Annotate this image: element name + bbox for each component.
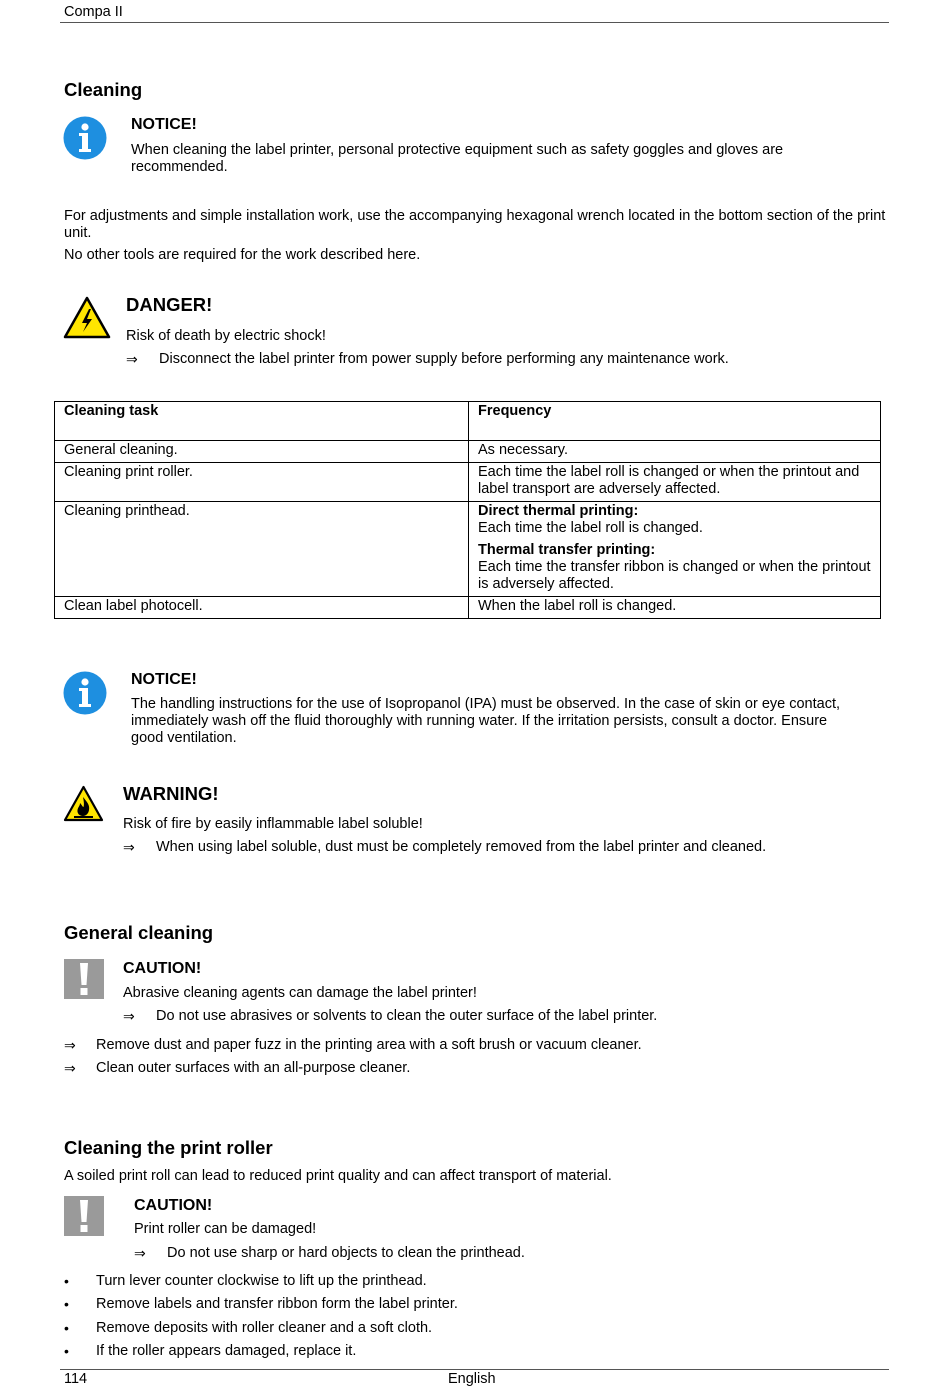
notice-text-line: immediately wash off the fluid thoroughly with running water. If the irritation persists, consult a doctor. Ensure xyxy=(131,713,828,729)
warning-text: Risk of fire by easily inflammable label soluble! xyxy=(123,816,423,832)
bullet-symbol: • xyxy=(64,1320,69,1336)
list-item: If the roller appears damaged, replace it. xyxy=(96,1343,357,1359)
danger-instruction: Disconnect the label printer from power supply before performing any maintenance work. xyxy=(159,351,729,367)
notice-text-line: When cleaning the label printer, personal protective equipment such as safety goggles and gloves are xyxy=(131,142,784,158)
warning-instruction: When using label soluble, dust must be completely removed from the label printer and cleaned. xyxy=(156,839,767,855)
bullet-symbol: • xyxy=(64,1273,69,1289)
table-row xyxy=(55,502,881,597)
notice-text-line: good ventilation. xyxy=(131,730,237,746)
caution-title: CAUTION! xyxy=(123,960,202,977)
footer-rule xyxy=(60,1369,889,1370)
table-cell-task: Clean label photocell. xyxy=(55,597,469,619)
exclamation-icon xyxy=(64,959,104,1003)
table-cell-frequency: As necessary. xyxy=(469,441,881,463)
page-number: 114 xyxy=(64,1371,88,1387)
table-header-frequency: Frequency xyxy=(469,402,881,441)
list-item: Remove dust and paper fuzz in the printing area with a soft brush or vacuum cleaner. xyxy=(96,1037,642,1053)
caution-text: Print roller can be damaged! xyxy=(134,1221,317,1237)
fire-hazard-icon xyxy=(63,785,104,826)
info-icon xyxy=(63,671,107,719)
caution-text: Abrasive cleaning agents can damage the label printer! xyxy=(123,985,477,1001)
caution-instruction: Do not use sharp or hard objects to clean the printhead. xyxy=(167,1245,525,1261)
arrow-symbol: ⇒ xyxy=(123,839,135,855)
table-row xyxy=(55,597,881,619)
section-heading-general-cleaning: General cleaning xyxy=(64,922,214,943)
paragraph-line: For adjustments and simple installation work, use the accompanying hexagonal wrench located in the bottom section of the print xyxy=(64,208,886,224)
paragraph: A soiled print roll can lead to reduced print quality and can affect transport of material. xyxy=(64,1168,612,1184)
table-header-row xyxy=(55,402,881,441)
table-cell-frequency: When the label roll is changed. xyxy=(469,597,881,619)
bullet-symbol: • xyxy=(64,1343,69,1359)
notice-title: NOTICE! xyxy=(131,116,197,133)
frequency-subtext: Each time the label roll is changed. xyxy=(478,520,703,536)
warning-title: WARNING! xyxy=(123,783,219,804)
list-item: Clean outer surfaces with an all-purpose cleaner. xyxy=(96,1060,411,1076)
table-header-task: Cleaning task xyxy=(55,402,469,441)
info-icon xyxy=(63,116,107,164)
arrow-symbol: ⇒ xyxy=(123,1008,135,1024)
paragraph-line: unit. xyxy=(64,225,92,241)
frequency-subtext: Each time the transfer ribbon is changed or when the printout is adversely affected. xyxy=(478,559,871,592)
bullet-symbol: • xyxy=(64,1296,69,1312)
arrow-symbol: ⇒ xyxy=(134,1245,146,1261)
section-heading-cleaning: Cleaning xyxy=(64,79,143,100)
section-heading-print-roller: Cleaning the print roller xyxy=(64,1137,273,1158)
frequency-subheading: Direct thermal printing: xyxy=(478,503,639,519)
list-item: Turn lever counter clockwise to lift up the printhead. xyxy=(96,1273,427,1289)
caution-title: CAUTION! xyxy=(134,1197,213,1214)
exclamation-icon xyxy=(64,1196,104,1240)
table-cell-task: Cleaning print roller. xyxy=(55,463,469,502)
arrow-symbol: ⇒ xyxy=(64,1060,76,1076)
caution-instruction: Do not use abrasives or solvents to clean the outer surface of the label printer. xyxy=(156,1008,658,1024)
notice-text-line: The handling instructions for the use of Isopropanol (IPA) must be observed. In the case of skin or eye contact, xyxy=(131,696,841,712)
table-cell-task: Cleaning printhead. xyxy=(55,502,469,597)
table-cell-task: General cleaning. xyxy=(55,441,469,463)
danger-title: DANGER! xyxy=(126,294,213,315)
footer-language: English xyxy=(448,1371,496,1387)
header-rule xyxy=(60,22,889,23)
electric-hazard-icon xyxy=(63,296,111,343)
table-row xyxy=(55,441,881,463)
table-cell-frequency: Each time the label roll is changed or when the printout and label transport are adversely affected. xyxy=(469,463,881,502)
frequency-subheading: Thermal transfer printing: xyxy=(478,542,656,558)
notice-title: NOTICE! xyxy=(131,671,197,688)
list-item: Remove deposits with roller cleaner and a soft cloth. xyxy=(96,1320,433,1336)
page-header-title: Compa II xyxy=(64,4,123,20)
table-row xyxy=(55,463,881,502)
list-item: Remove labels and transfer ribbon form the label printer. xyxy=(96,1296,458,1312)
arrow-symbol: ⇒ xyxy=(126,351,138,367)
danger-text: Risk of death by electric shock! xyxy=(126,328,326,344)
paragraph: No other tools are required for the work described here. xyxy=(64,247,421,263)
table-cell-frequency xyxy=(469,502,881,597)
cleaning-schedule-table xyxy=(54,401,881,619)
notice-text-line: recommended. xyxy=(131,159,228,175)
arrow-symbol: ⇒ xyxy=(64,1037,76,1053)
